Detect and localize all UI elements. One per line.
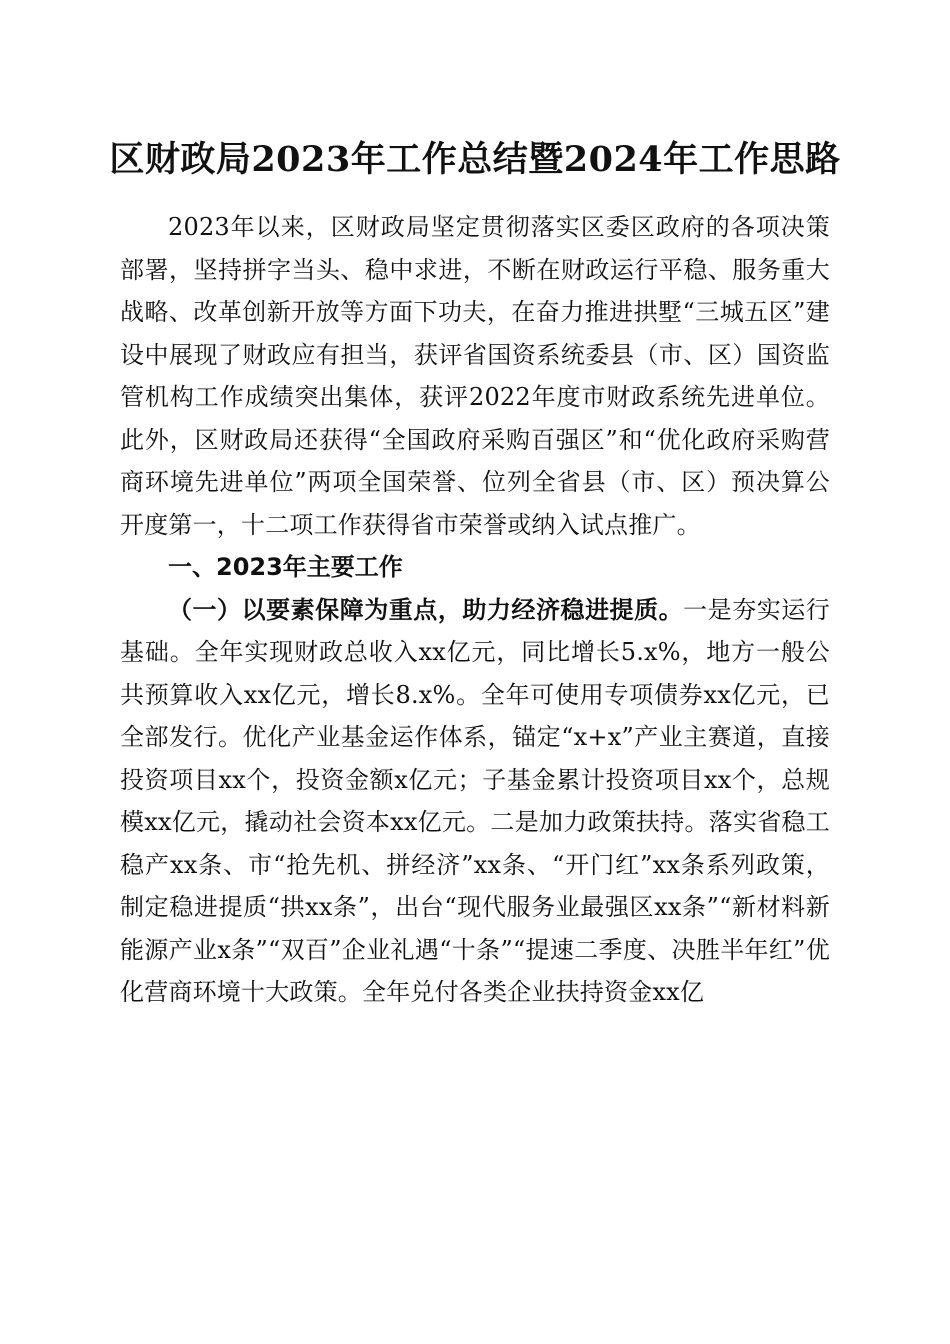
intro-paragraph: 2023年以来，区财政局坚定贯彻落实区委区政府的各项决策部署，坚持拼字当头、稳中求进，不断在财政运行平稳、服务重大战略、改革创新开放等方面下功夫，在奋力推进拱墅“三城五区”建设中展现了财政应有担当，获评省国资系统委县（市、区）国资监管机构工作成绩突出集体，获评2022年度市财政系统先进单位。此外，区财政局还获得“全国政府采购百强区”和“优化政府采购营商环境先进单位”两项全国荣誉、位列全省县（市、区）预决算公开度第一，十二项工作获得省市荣誉或纳入试点推广。 [120,213,830,539]
subsection-paragraph [120,589,830,1014]
subsection-lead: （一）以要素保障为重点，助力经济稳进提质。 [168,594,684,624]
section-heading: 一、2023年主要工作 [168,553,403,581]
subsection-body: 一是夯实运行基础。全年实现财政总收入xx亿元，同比增长5.x%，地方一般公共预算收入xx亿元，增长8.x%。全年可使用专项债券xx亿元，已全部发行。优化产业基金运作体系，锚定“x+x”产业主赛道，直接投资项目xx个，投资金额x亿元；子基金累计投资项目xx个，总规模xx亿元，撬动社会资本xx亿元。二是加力政策扶持。落实省稳工稳产xx条、市“抢先机、拼经济”xx条、“开门红”xx条系列政策，制定稳进提质“拱xx条”，出台“现代服务业最强区xx条”“新材料新能源产业x条”“双百”企业礼遇“十条”“提速二季度、决胜半年红”优化营商环境十大政策。全年兑付各类企业扶持资金xx亿 [120,595,830,1006]
document-body [120,206,830,1014]
document-title: 区财政局2023年工作总结暨2024年工作思路 [109,139,841,180]
